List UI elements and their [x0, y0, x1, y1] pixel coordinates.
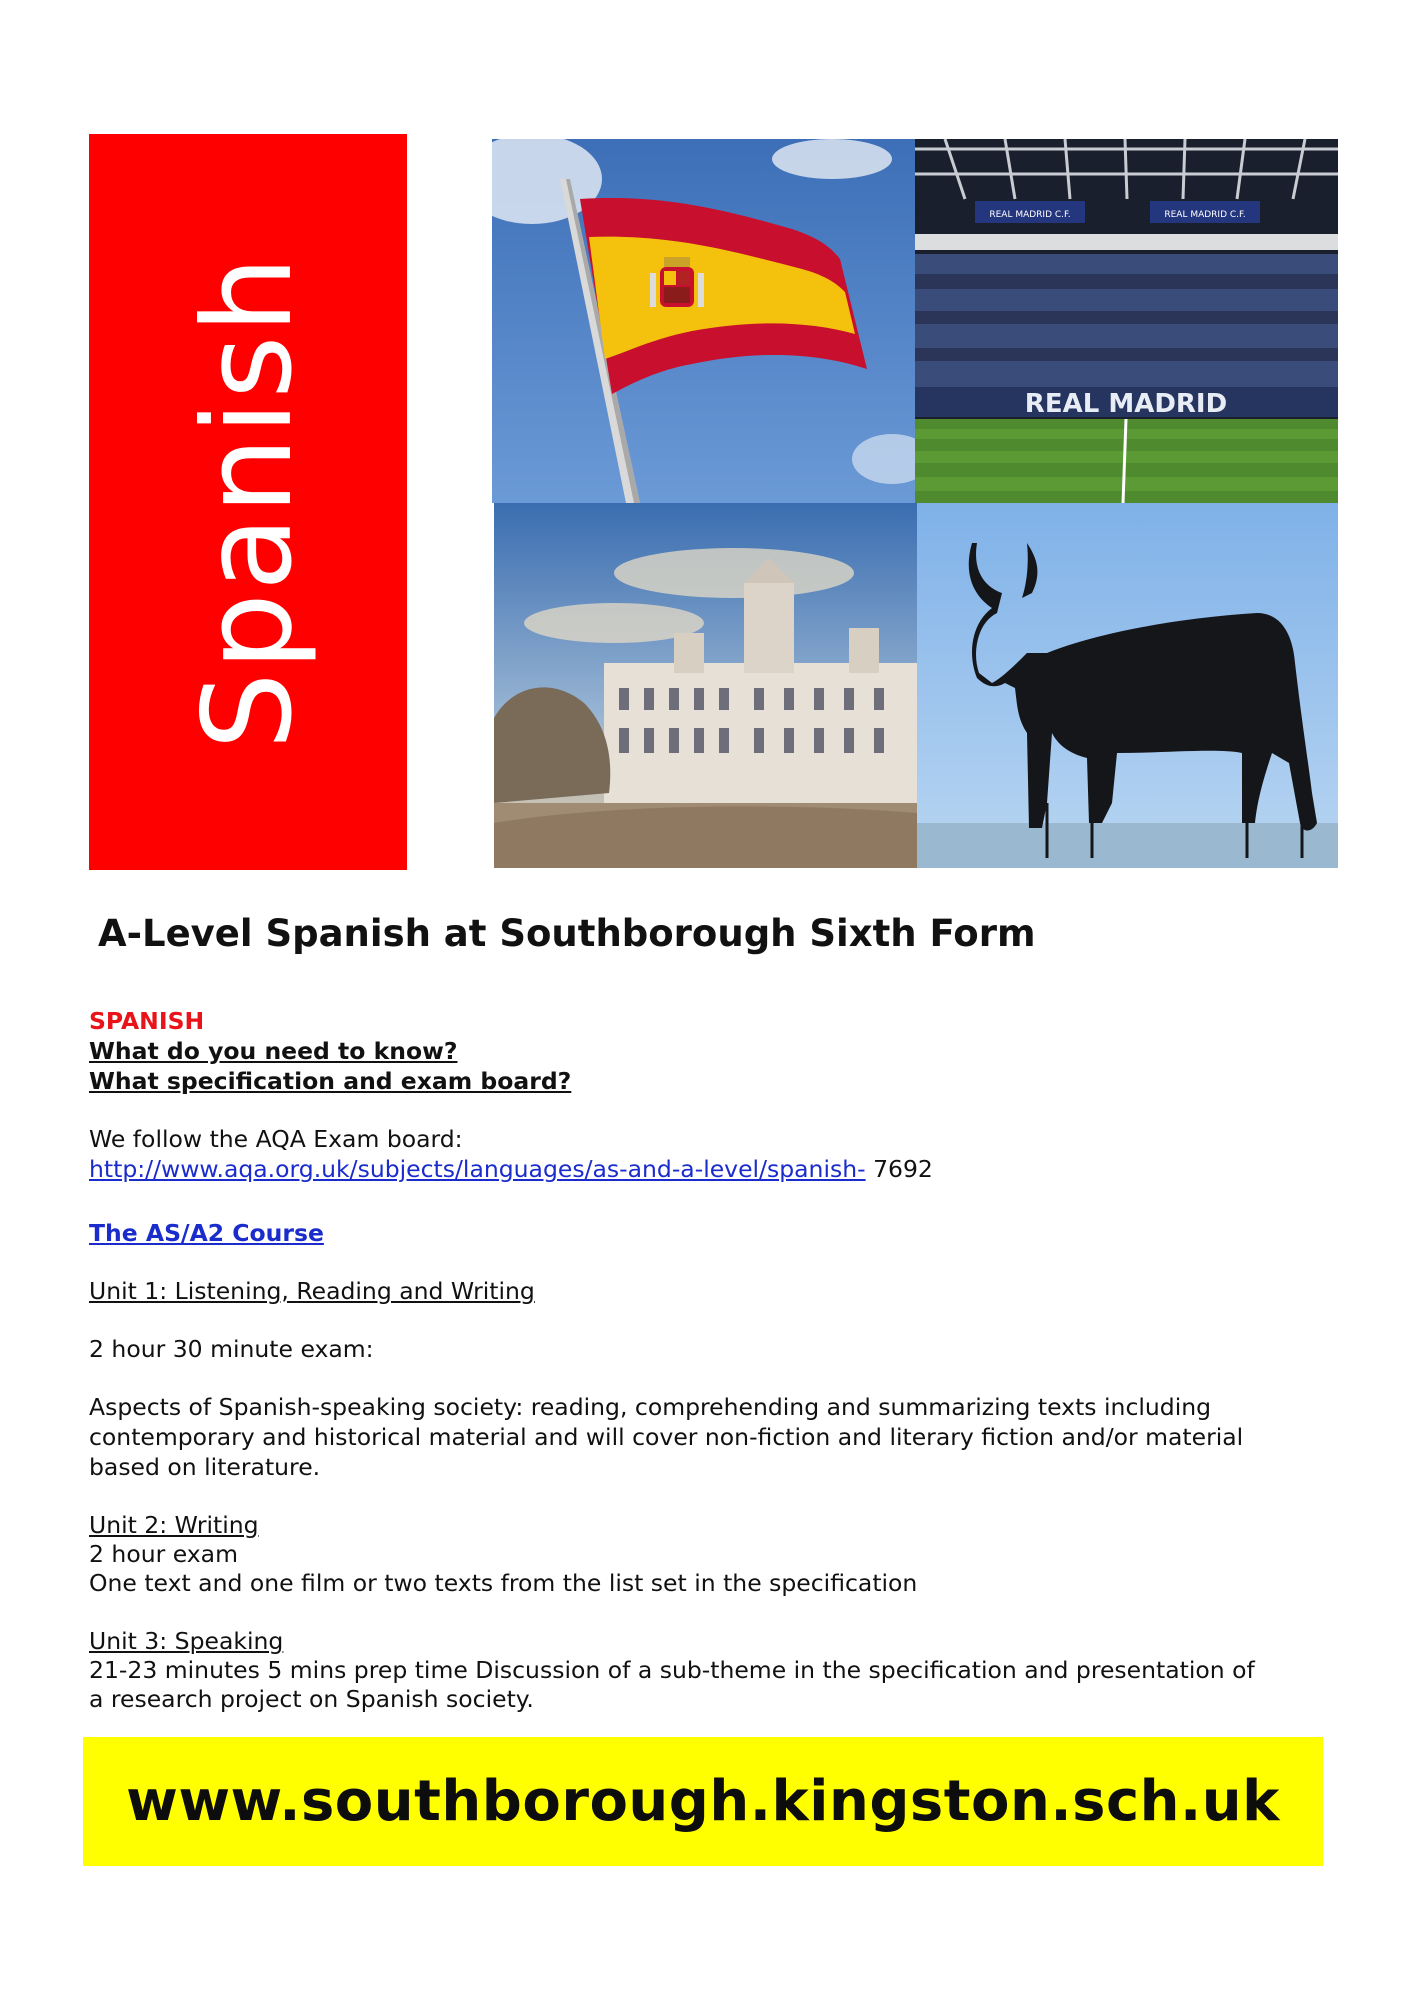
- stadium-board-left: REAL MADRID C.F.: [989, 210, 1071, 220]
- unit-3-title: Unit 3: Speaking: [89, 1627, 284, 1655]
- unit-1-title: Unit 1: Listening, Reading and Writing: [89, 1277, 535, 1305]
- course-title: The AS/A2 Course: [89, 1219, 324, 1247]
- question-know: What do you need to know?: [89, 1037, 458, 1065]
- unit-2-description-line: One text and one film or two texts from the list set in the specification: [89, 1569, 918, 1597]
- exam-board-line: [89, 1154, 933, 1184]
- website-url[interactable]: www.southborough.kingston.sch.uk: [126, 1769, 1280, 1834]
- unit-1-description-line: Aspects of Spanish-speaking society: reading, comprehending and summarizing texts including: [89, 1393, 1212, 1421]
- subject-label: SPANISH: [89, 1007, 205, 1035]
- banner-label: Spanish: [177, 254, 319, 750]
- stadium-board-right: REAL MADRID C.F.: [1164, 210, 1246, 220]
- unit-1-description-line: based on literature.: [89, 1453, 321, 1481]
- spec-code: 7692: [865, 1155, 933, 1183]
- website-banner: [83, 1737, 1323, 1866]
- spanish-flag-image: [492, 139, 915, 503]
- cibeles-palace-image: [494, 503, 917, 868]
- stadium-image: [915, 139, 1338, 503]
- subject-banner: [89, 134, 407, 870]
- stadium-sign: REAL MADRID: [1024, 389, 1228, 419]
- aqa-spec-link[interactable]: http://www.aqa.org.uk/subjects/languages/as-and-a-level/spanish-: [89, 1155, 866, 1183]
- unit-2-title: Unit 2: Writing: [89, 1511, 259, 1539]
- unit-1-duration: 2 hour 30 minute exam:: [89, 1335, 374, 1363]
- unit-2-duration: 2 hour exam: [89, 1540, 238, 1568]
- osborne-bull-image: [917, 503, 1338, 868]
- exam-board-text: We follow the AQA Exam board:: [89, 1125, 463, 1153]
- unit-3-description-line: 21-23 minutes 5 mins prep time Discussion of a sub-theme in the specification and presentation of: [89, 1656, 1255, 1684]
- page-title: A-Level Spanish at Southborough Sixth Form: [98, 912, 1036, 955]
- question-spec: What specification and exam board?: [89, 1067, 572, 1095]
- unit-1-description-line: contemporary and historical material and will cover non-fiction and literary fiction and/or material: [89, 1423, 1244, 1451]
- unit-3-description-line: a research project on Spanish society.: [89, 1685, 534, 1713]
